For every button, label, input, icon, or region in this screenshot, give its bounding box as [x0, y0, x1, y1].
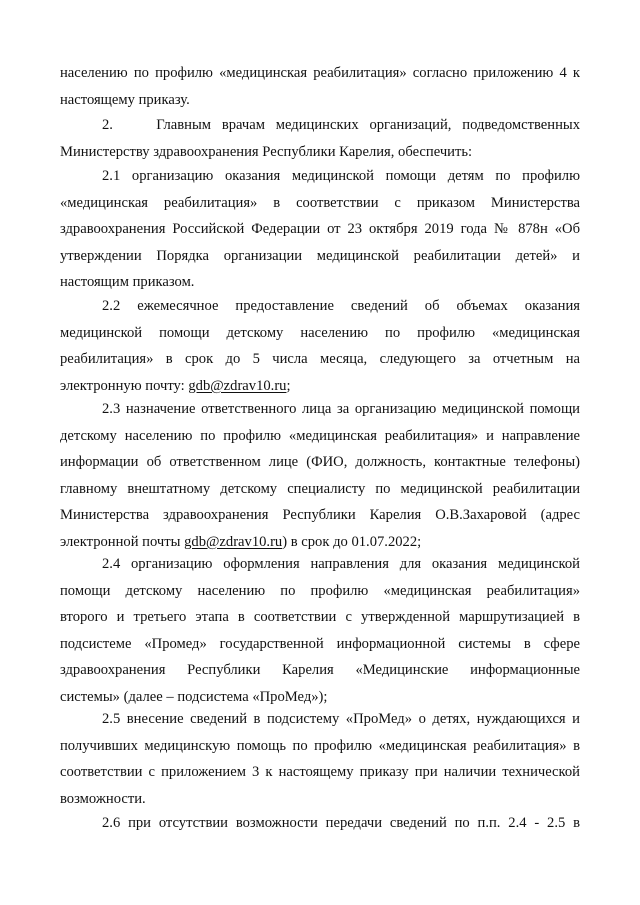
text-line: настоящему приказу. — [60, 91, 190, 108]
paragraph-2-4 — [60, 551, 580, 710]
text-line: населению по профилю «медицинская реабилитация» согласно приложению 4 к — [60, 65, 580, 81]
text-line: 2. Главным врачам медицинских организаций, подведомственных — [102, 117, 580, 133]
text-line: системы» (далее – подсистема «ПроМед»); — [60, 688, 328, 705]
text-line: здравоохранения Российской Федерации от 23 октября 2019 года № 878н «Об — [60, 221, 580, 237]
paragraph-2 — [60, 112, 580, 165]
text-line: получивших медицинскую помощь по профилю «медицинская реабилитация» в — [60, 737, 580, 754]
text-line: 2.2 ежемесячное предоставление сведений об объемах оказания — [102, 298, 580, 314]
text-line: 2.1 организацию оказания медицинской помощи детям по профилю — [102, 168, 580, 184]
text-line: медицинской помощи детскому населению по профилю «медицинская — [60, 324, 580, 341]
text-line: 2.6 при отсутствии возможности передачи сведений по п.п. 2.4 - 2.5 в — [102, 815, 580, 831]
text-fragment: электронную почту: — [60, 377, 189, 394]
text-fragment: электронной почты — [60, 533, 185, 550]
text-line: утверждении Порядка организации медицинской реабилитации детей» и — [60, 247, 580, 264]
paragraph-2-6 — [60, 810, 580, 837]
paragraph-2-5 — [60, 706, 580, 812]
paragraph-2-2 — [60, 293, 580, 399]
text-line: здравоохранения Республики Карелия «Медицинские информационные — [60, 662, 580, 678]
text-line: соответствии с приложением 3 к настоящему приказу при наличии технической — [60, 764, 580, 780]
text-line: второго и третьего этапа в соответствии с утвержденной маршрутизацией в — [60, 609, 580, 625]
text-line: помощи детскому населению по профилю «медицинская реабилитация» — [60, 582, 580, 599]
email-link[interactable]: gdb@zdrav10.ru — [188, 377, 287, 394]
text-line: детскому населению по профилю «медицинская реабилитация» и направление — [60, 427, 580, 444]
text-line: возможности. — [60, 790, 146, 807]
intro-paragraph — [60, 60, 580, 113]
text-line: 2.5 внесение сведений в подсистему «ПроМед» о детях, нуждающихся и — [102, 711, 580, 727]
email-link[interactable]: gdb@zdrav10.ru — [184, 533, 283, 550]
text-line: 2.3 назначение ответственного лица за организацию медицинской помощи — [102, 401, 580, 417]
text-fragment: ) в срок до 01.07.2022; — [282, 533, 422, 550]
paragraph-2-1 — [60, 163, 580, 296]
text-line: «медицинская реабилитация» в соответствии с приказом Министерства — [60, 194, 580, 211]
text-line: подсистеме «Промед» государственной информационной системы в сфере — [60, 635, 580, 652]
paragraph-2-3 — [60, 396, 580, 555]
text-fragment: ; — [286, 377, 291, 394]
text-line: настоящим приказом. — [60, 274, 195, 290]
text-line: 2.4 организацию оформления направления для оказания медицинской — [102, 556, 580, 572]
text-line: Министерства здравоохранения Республики Карелия О.В.Захаровой (адрес — [60, 507, 580, 523]
text-line: реабилитация» в срок до 5 числа месяца, следующего за отчетным на — [60, 351, 580, 367]
text-line: Министерству здравоохранения Республики Карелия, обеспечить: — [60, 143, 473, 160]
text-line: информации об ответственном лице (ФИО, должность, контактные телефоны) — [60, 454, 580, 470]
text-line: главному внештатному детскому специалисту по медицинской реабилитации — [60, 480, 580, 497]
